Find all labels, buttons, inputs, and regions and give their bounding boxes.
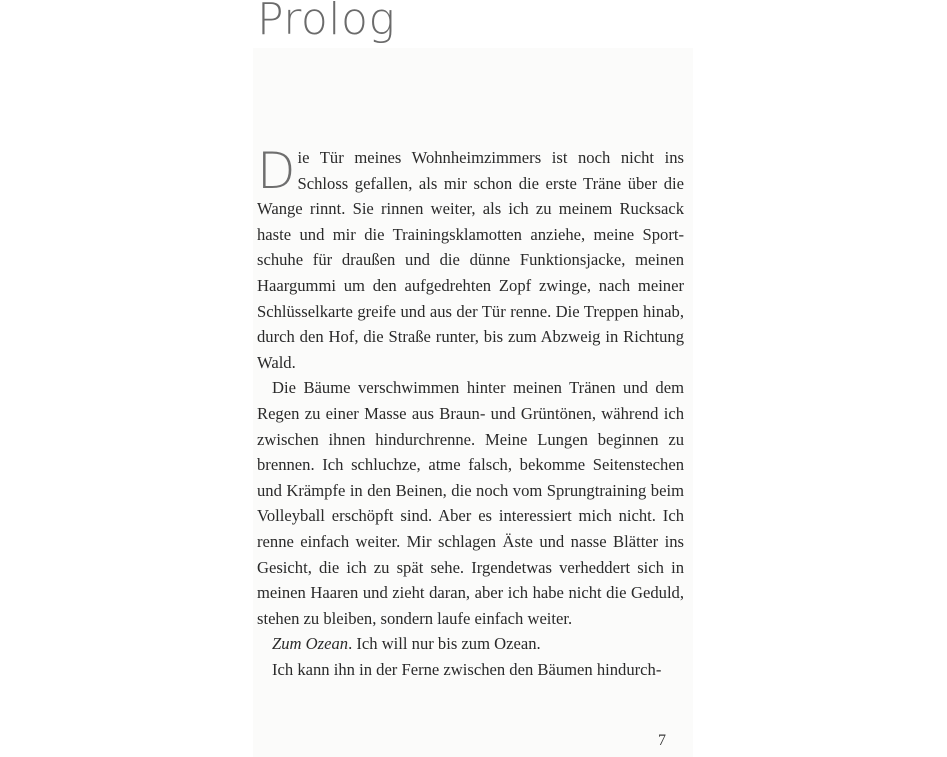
page-number: 7	[658, 732, 666, 749]
chapter-body	[257, 142, 684, 682]
chapter-title: Prolog	[257, 0, 396, 45]
drop-cap: D	[257, 142, 296, 200]
paragraph-1	[257, 142, 684, 375]
paragraph-1-text: ie Tür meines Wohnheimzimmers ist noch nicht ins Schloss gefallen, als mir schon die erste Träne über die Wange rinnt. Sie rinnen weiter, als ich zu meinem Rucksack haste und mir die Trainingsklamotten anziehe, meine Sportschuhe für draußen und die dünne Funktionsjacke, meinen Haargummi um den aufgedrehten Zopf zwinge, nach meiner Schlüsselkarte greife und aus der Tür renne. Die Treppen hinab, durch den Hof, die Straße runter, bis zum Abzweig in Richtung Wald.	[257, 148, 684, 372]
paragraph-4: Ich kann ihn in der Ferne zwischen den Bäumen hindurch-	[272, 659, 662, 679]
paragraph-2: Die Bäume verschwimmen hinter meinen Tränen und dem Regen zu einer Masse aus Braun- und Grüntönen, während ich zwischen ihnen hindurchrenne. Meine Lungen beginnen zu brennen. Ich schluchze, atme falsch, bekomme Seitenstechen und Krämpfe in den Beinen, die noch vom Sprungtraining beim Volleyball erschöpft sind. Aber es interessiert mich nicht. Ich renne einfach weiter. Mir schlagen Äste und nasse Blätter ins Gesicht, die ich zu spät sehe. Irgendetwas verheddert sich in meinen Haaren und zieht daran, aber ich habe nicht die Geduld, stehen zu bleiben, sondern laufe einfach weiter.	[257, 378, 684, 628]
paragraph-3	[257, 631, 684, 657]
italic-phrase: Zum Ozean	[272, 634, 349, 654]
paragraph-3-text: . Ich will nur bis zum Ozean.	[348, 634, 541, 654]
